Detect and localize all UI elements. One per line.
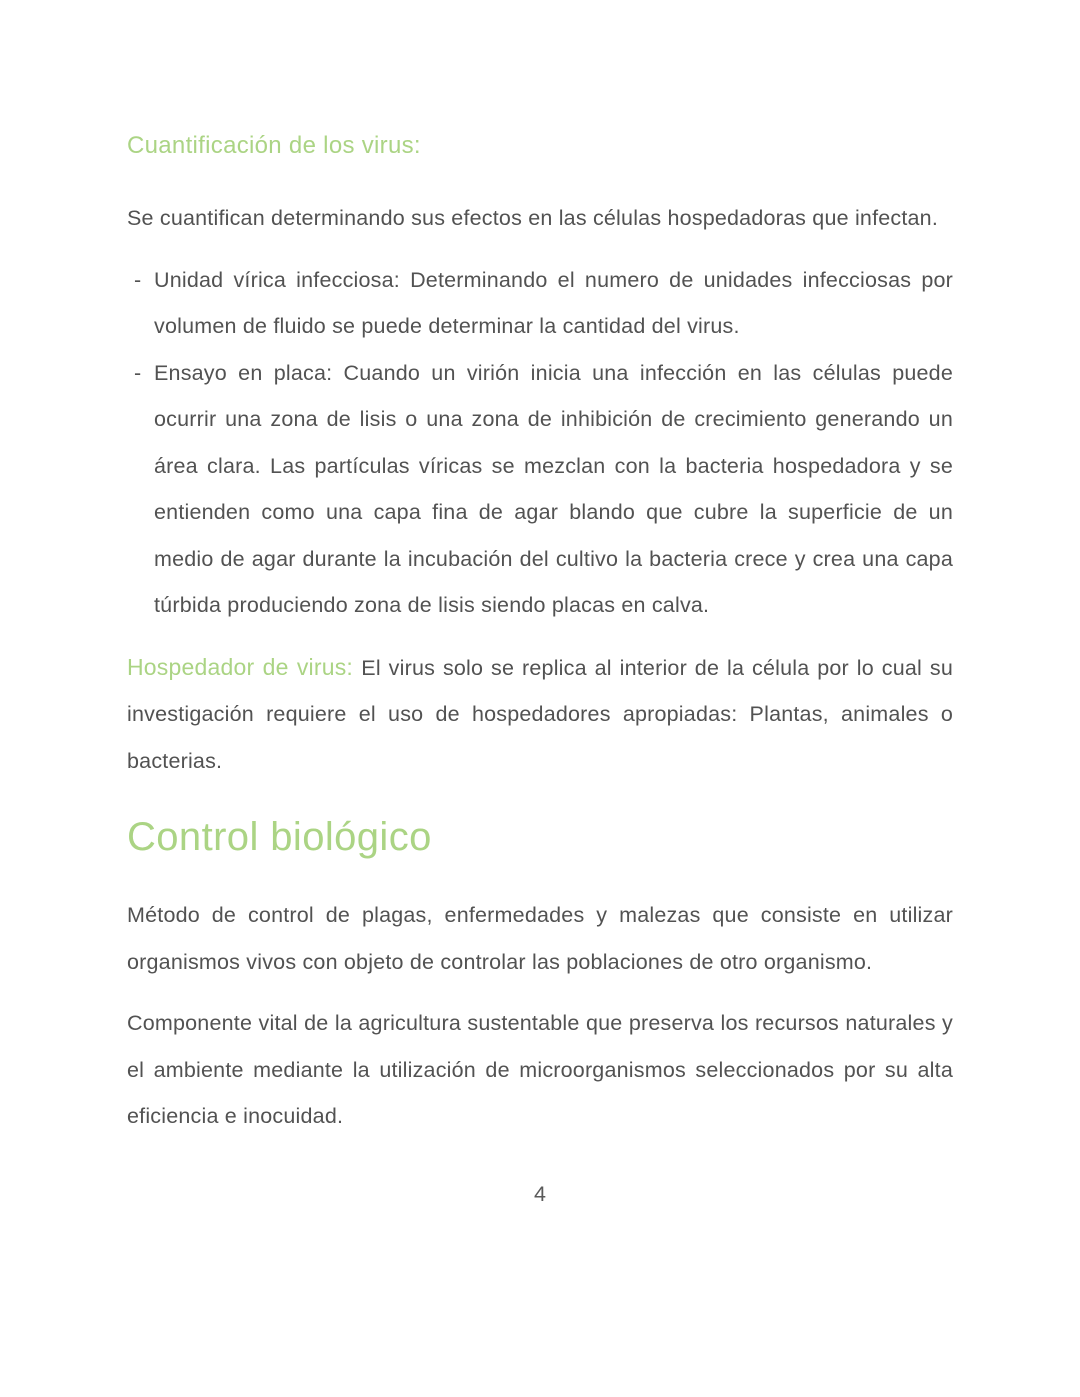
bullet-item [127,257,953,350]
paragraph-control-1: Método de control de plagas, enfermedades y malezas que consiste en utilizar organismos vivos con objeto de controlar las poblaciones de otro organismo. [127,903,953,974]
paragraph-hospedador-text: El virus solo se replica al interior de la célula por lo cual su investigación requiere el uso de hospedadores apropiadas: Plantas, animales o bacterias. [127,655,953,773]
bullet-list [127,257,953,629]
bullet-item-text: Unidad vírica infecciosa: Determinando el numero de unidades infecciosas por volumen de fluido se puede determinar la cantidad del virus. [154,267,953,338]
inline-heading-hospedador: Hospedador de virus: [127,653,362,680]
main-heading-control-biologico: Control biológico [127,815,432,859]
paragraph-hospedador [127,644,953,785]
bullet-item [127,350,953,629]
section-heading-cuantificacion: Cuantificación de los virus: [127,132,421,159]
bullet-dash-marker: - [134,360,142,385]
bullet-dash-marker: - [134,267,142,292]
page-footer [127,1182,953,1207]
page-number: 4 [534,1181,546,1206]
paragraph-cuantificacion-intro: Se cuantifican determinando sus efectos en las células hospedadoras que infectan. [127,206,939,230]
bullet-item-text: Ensayo en placa: Cuando un virión inicia una infección en las células puede ocurrir una zona de lisis o una zona de inhibición de crecimiento generando un área clara. Las partículas víricas se mezclan con la bacteria hospedadora y se entienden como una capa fina de agar blando que cubre la superficie de un medio de agar durante la incubación del cultivo la bacteria crece y crea una capa túrbida produciendo zona de lisis siendo placas en calva. [154,360,953,617]
paragraph-control-2: Componente vital de la agricultura sustentable que preserva los recursos naturales y el ambiente mediante la utilización de microorganismos seleccionados por su alta eficiencia e inocuidad. [127,1011,953,1128]
